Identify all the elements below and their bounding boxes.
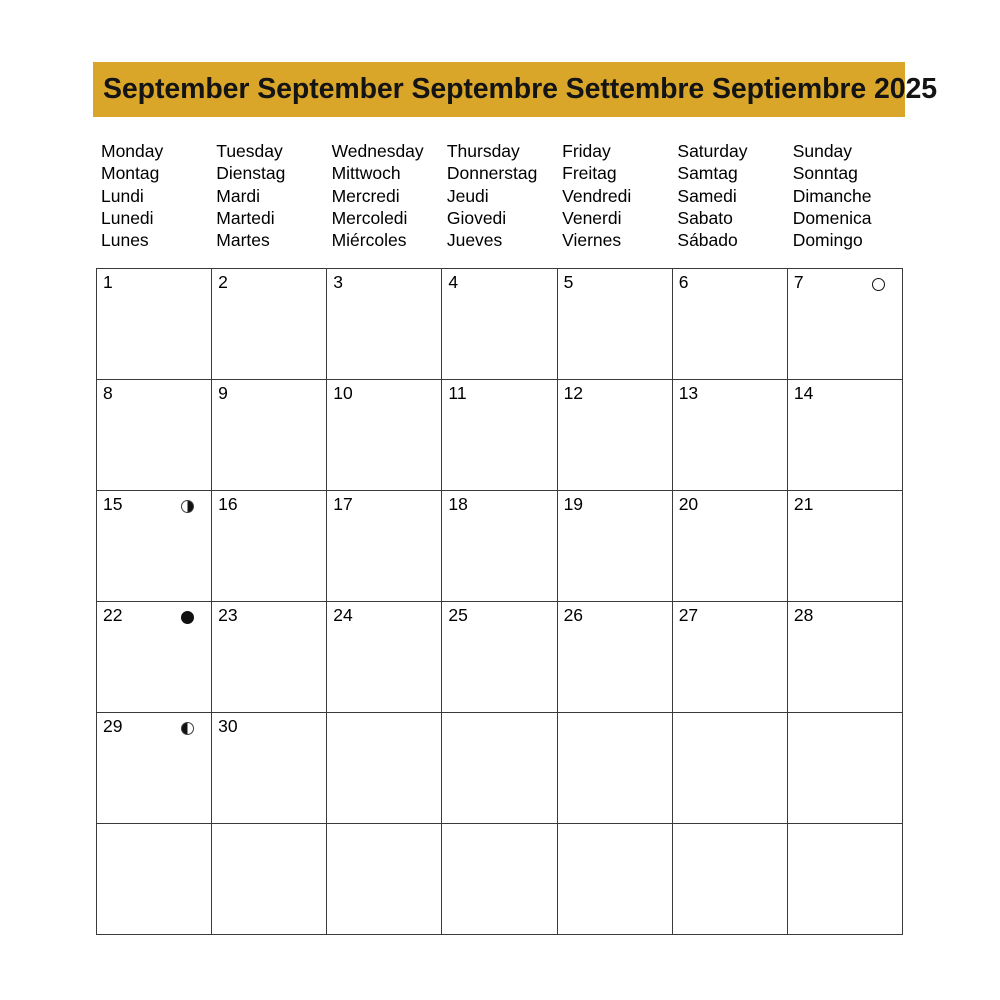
weekday-column-wednesday: [327, 140, 442, 258]
weekday-label-italian: Martedi: [216, 207, 275, 228]
weekday-label-spanish: Martes: [216, 230, 270, 251]
day-number: 18: [448, 494, 468, 514]
weekday-column-thursday: [442, 140, 557, 258]
day-cell-empty[interactable]: [327, 824, 442, 935]
day-cell-13[interactable]: [673, 380, 788, 491]
day-cell-empty[interactable]: [558, 824, 673, 935]
weekday-label-german: Sonntag: [792, 163, 858, 184]
day-number: 9: [218, 383, 228, 403]
day-cell-empty[interactable]: [442, 713, 557, 824]
weekday-label-italian: Domenica: [792, 207, 872, 228]
day-cell-11[interactable]: [442, 380, 557, 491]
weekday-label-french: Lundi: [101, 185, 144, 206]
day-number: 4: [448, 272, 459, 292]
day-cell-28[interactable]: [788, 602, 903, 713]
day-number: 10: [333, 383, 353, 403]
weekday-label-german: Samtag: [677, 163, 738, 184]
weekday-label-italian: Lunedi: [101, 207, 154, 228]
day-cell-5[interactable]: [558, 269, 673, 380]
day-number: 2: [218, 272, 228, 292]
day-number: 25: [448, 605, 468, 625]
day-number: 13: [678, 383, 699, 403]
day-number: 12: [563, 383, 584, 403]
day-cell-empty[interactable]: [673, 713, 788, 824]
weekday-column-sunday: [788, 140, 903, 258]
day-cell-21[interactable]: [788, 491, 903, 602]
day-number: 14: [793, 383, 814, 403]
day-number: 28: [793, 605, 814, 625]
new-moon-icon: [181, 611, 194, 624]
weekday-label-german: Dienstag: [216, 163, 286, 184]
weekday-label-english: Saturday: [677, 141, 748, 161]
day-cell-18[interactable]: [442, 491, 557, 602]
day-cell-27[interactable]: [673, 602, 788, 713]
calendar-week-row: [97, 269, 903, 380]
weekday-label-french: Dimanche: [792, 185, 872, 206]
day-number: 20: [678, 494, 699, 514]
day-cell-empty[interactable]: [97, 824, 212, 935]
weekday-label-french: Vendredi: [562, 185, 632, 206]
day-cell-25[interactable]: [442, 602, 557, 713]
weekday-column-friday: [557, 140, 672, 258]
day-cell-3[interactable]: [327, 269, 442, 380]
day-number: 19: [563, 494, 584, 514]
day-number: 21: [793, 494, 814, 514]
weekday-column-tuesday: [211, 140, 326, 258]
weekday-label-spanish: Sábado: [677, 230, 738, 251]
day-cell-29[interactable]: [97, 713, 212, 824]
weekday-label-spanish: Domingo: [792, 230, 863, 251]
day-cell-26[interactable]: [558, 602, 673, 713]
calendar-day-grid: [96, 268, 903, 935]
day-cell-empty[interactable]: [327, 713, 442, 824]
day-cell-12[interactable]: [558, 380, 673, 491]
day-number: 22: [103, 605, 123, 625]
day-number: 27: [678, 605, 699, 625]
day-number: 3: [333, 272, 344, 292]
day-cell-empty[interactable]: [673, 824, 788, 935]
weekday-label-english: Monday: [101, 141, 164, 161]
day-cell-6[interactable]: [673, 269, 788, 380]
day-cell-empty[interactable]: [212, 824, 327, 935]
day-cell-16[interactable]: [212, 491, 327, 602]
weekday-label-german: Donnerstag: [446, 163, 538, 184]
weekday-column-monday: [96, 140, 211, 258]
weekday-label-spanish: Lunes: [101, 230, 149, 251]
weekday-label-english: Friday: [562, 141, 611, 161]
day-number: 17: [333, 494, 353, 514]
day-cell-1[interactable]: [97, 269, 212, 380]
day-number: 29: [103, 716, 123, 736]
day-cell-empty[interactable]: [442, 824, 557, 935]
day-number: 23: [218, 605, 238, 625]
day-number: 24: [333, 605, 353, 625]
day-cell-4[interactable]: [442, 269, 557, 380]
day-cell-22[interactable]: [97, 602, 212, 713]
calendar-week-row: [97, 491, 903, 602]
last-quarter-moon-icon: [181, 500, 194, 513]
day-number: 6: [678, 272, 689, 292]
day-number: 30: [218, 716, 238, 736]
day-cell-empty[interactable]: [788, 713, 903, 824]
weekday-label-spanish: Viernes: [562, 230, 622, 251]
weekday-column-saturday: [672, 140, 787, 258]
calendar-week-row: [97, 824, 903, 935]
calendar-title-band: [93, 62, 937, 117]
day-cell-9[interactable]: [212, 380, 327, 491]
day-cell-24[interactable]: [327, 602, 442, 713]
weekday-label-italian: Venerdi: [562, 207, 622, 228]
day-cell-7[interactable]: [788, 269, 903, 380]
day-number: 11: [448, 383, 467, 403]
weekday-label-english: Thursday: [446, 141, 520, 161]
weekday-label-french: Jeudi: [446, 185, 489, 206]
weekday-label-english: Wednesday: [331, 141, 424, 161]
day-number: 1: [103, 272, 113, 292]
first-quarter-moon-icon: [181, 722, 194, 735]
day-cell-empty[interactable]: [788, 824, 903, 935]
day-cell-30[interactable]: [212, 713, 327, 824]
weekday-label-english: Sunday: [792, 141, 853, 161]
day-cell-19[interactable]: [558, 491, 673, 602]
weekday-label-german: Montag: [101, 163, 160, 184]
weekday-label-spanish: Jueves: [446, 230, 503, 251]
weekday-label-french: Samedi: [677, 185, 737, 206]
day-number: 16: [218, 494, 238, 514]
calendar-week-row: [97, 713, 903, 824]
day-number: 15: [103, 494, 123, 514]
calendar-title: September September Septembre Settembre Septiembre 2025: [103, 73, 937, 106]
day-cell-17[interactable]: [327, 491, 442, 602]
day-number: 7: [793, 272, 804, 292]
weekday-label-german: Mittwoch: [331, 163, 401, 184]
weekday-label-italian: Mercoledi: [331, 207, 408, 228]
day-cell-8[interactable]: [97, 380, 212, 491]
calendar-week-row: [97, 602, 903, 713]
day-cell-15[interactable]: [97, 491, 212, 602]
weekday-label-spanish: Miércoles: [331, 230, 407, 251]
weekday-label-italian: Giovedi: [446, 207, 507, 228]
calendar-week-row: [97, 380, 903, 491]
day-cell-14[interactable]: [788, 380, 903, 491]
day-cell-23[interactable]: [212, 602, 327, 713]
day-cell-2[interactable]: [212, 269, 327, 380]
weekday-label-french: Mercredi: [331, 185, 400, 206]
full-moon-icon: [872, 278, 885, 291]
weekday-label-english: Tuesday: [216, 141, 283, 161]
weekday-label-french: Mardi: [216, 185, 261, 206]
day-cell-10[interactable]: [327, 380, 442, 491]
day-number: 26: [563, 605, 584, 625]
day-number: 5: [563, 272, 574, 292]
weekday-label-italian: Sabato: [677, 207, 733, 228]
day-cell-20[interactable]: [673, 491, 788, 602]
day-cell-empty[interactable]: [558, 713, 673, 824]
day-number: 8: [103, 383, 113, 403]
weekday-header-row: [96, 140, 903, 258]
weekday-label-german: Freitag: [562, 163, 617, 184]
